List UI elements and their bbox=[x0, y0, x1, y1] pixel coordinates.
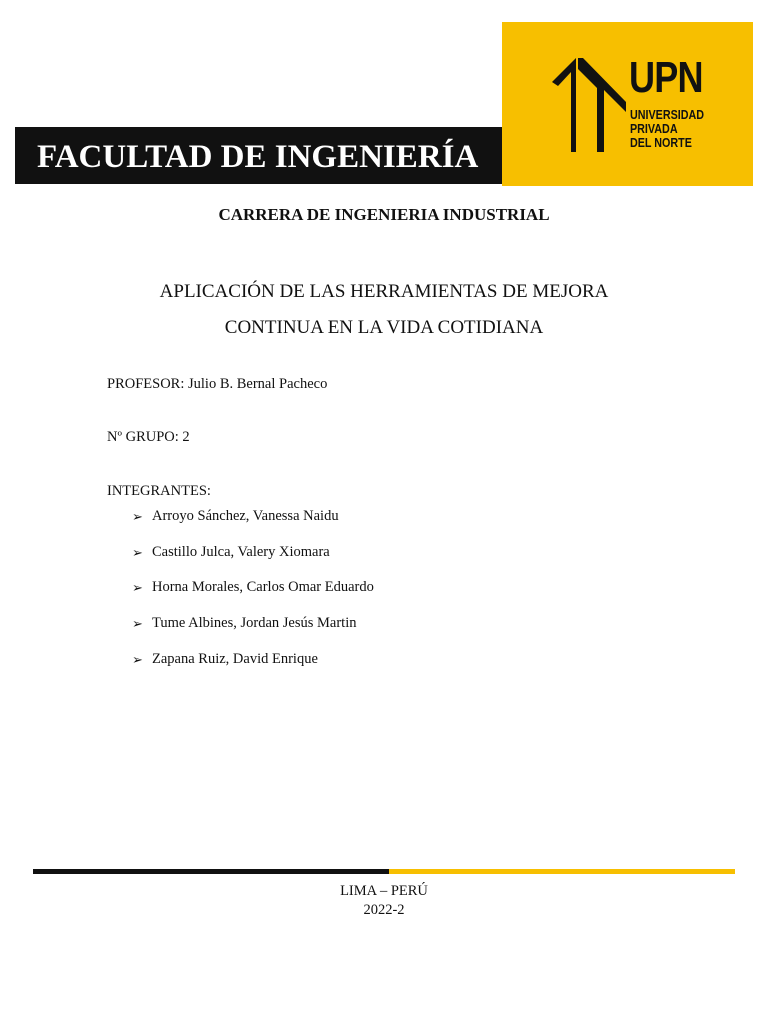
member-name: Zapana Ruiz, David Enrique bbox=[152, 650, 318, 667]
arrow-bullet-icon: ➢ bbox=[132, 580, 143, 596]
footer-rule-gold bbox=[389, 869, 735, 874]
list-item bbox=[132, 579, 374, 615]
arrow-bullet-icon: ➢ bbox=[132, 509, 143, 524]
footer-rule-black bbox=[33, 869, 389, 874]
list-item bbox=[132, 544, 374, 580]
logo-line-1: UNIVERSIDAD bbox=[630, 108, 705, 122]
arrow-bullet-icon: ➢ bbox=[132, 616, 143, 632]
upn-arrow-icon bbox=[552, 58, 626, 152]
topic-title-line-1: APLICACIÓN DE LAS HERRAMIENTAS DE MEJORA bbox=[159, 281, 609, 302]
career-title: CARRERA DE INGENIERIA INDUSTRIAL bbox=[218, 205, 550, 224]
members-list bbox=[132, 508, 374, 686]
members-label: INTEGRANTES: bbox=[107, 483, 211, 499]
university-logo bbox=[502, 22, 753, 186]
logo-line-3: DEL NORTE bbox=[630, 136, 692, 150]
logo-acronym: UPN bbox=[629, 53, 703, 102]
member-name: Horna Morales, Carlos Omar Eduardo bbox=[152, 579, 374, 596]
list-item bbox=[132, 651, 374, 687]
topic-title-line-2: CONTINUA EN LA VIDA COTIDIANA bbox=[224, 317, 544, 338]
footer-term: 2022-2 bbox=[363, 902, 405, 918]
group-line: Nº GRUPO: 2 bbox=[107, 429, 190, 445]
faculty-band bbox=[15, 127, 502, 184]
member-name: Arroyo Sánchez, Vanessa Naidu bbox=[152, 508, 339, 524]
logo-line-2: PRIVADA bbox=[630, 122, 678, 136]
arrow-bullet-icon: ➢ bbox=[132, 651, 143, 667]
list-item bbox=[132, 615, 374, 651]
logo-name bbox=[630, 108, 704, 150]
list-item bbox=[132, 508, 374, 544]
member-name: Castillo Julca, Valery Xiomara bbox=[152, 543, 330, 560]
footer-place: LIMA – PERÚ bbox=[340, 883, 428, 899]
member-name: Tume Albines, Jordan Jesús Martin bbox=[152, 615, 357, 632]
professor-line: PROFESOR: Julio B. Bernal Pacheco bbox=[107, 376, 328, 392]
arrow-bullet-icon: ➢ bbox=[132, 544, 143, 560]
faculty-title: FACULTAD DE INGENIERÍA bbox=[37, 139, 479, 175]
